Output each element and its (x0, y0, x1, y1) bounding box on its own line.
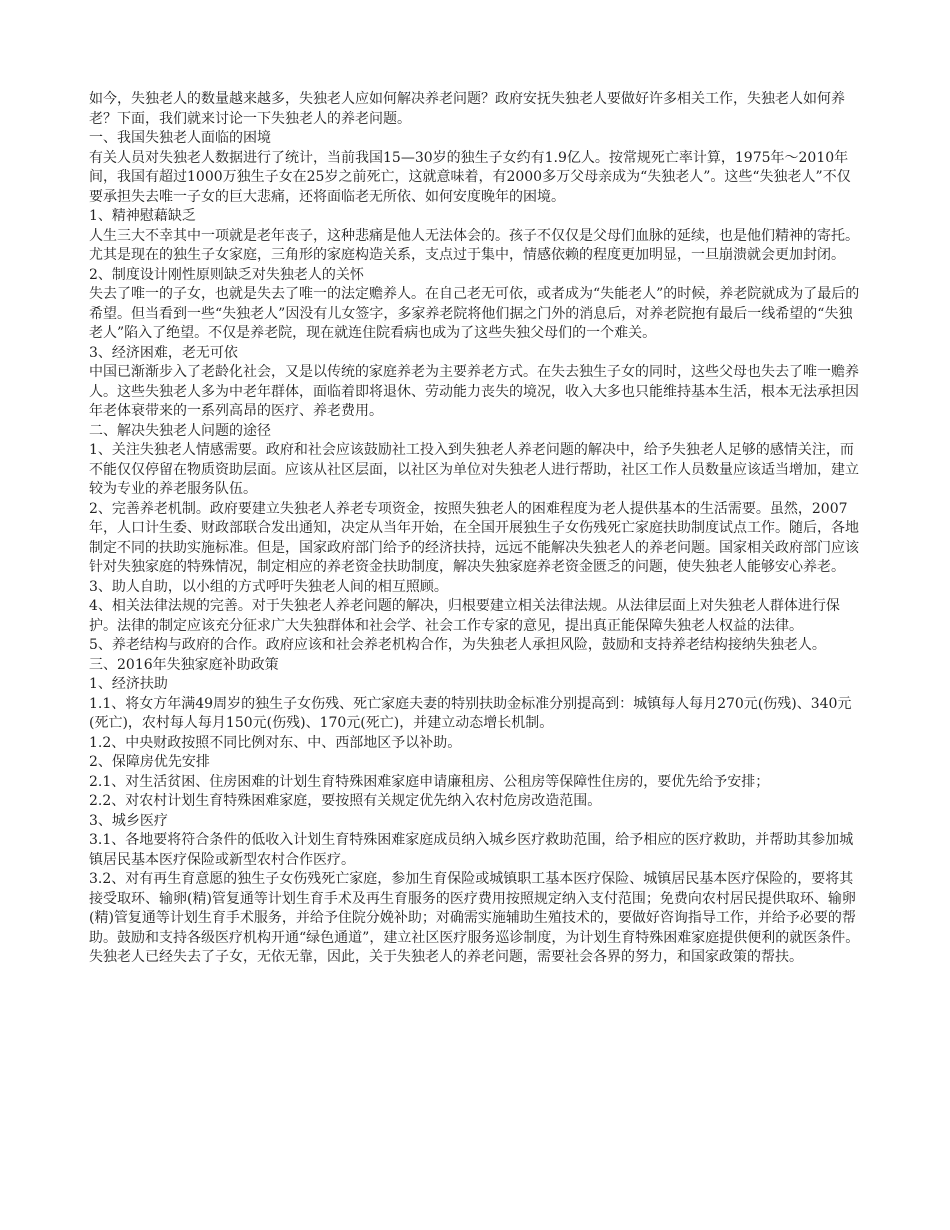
subheading: 2、制度设计刚性原则缺乏对失独老人的关怀 (89, 266, 364, 283)
subheading: 1、精神慰藉缺乏 (89, 208, 196, 224)
paragraph: 5、养老结构与政府的合作。政府应该和社会养老机构合作，为失独老人承担风险，鼓励和支持养老结构接纳失独老人。 (89, 637, 826, 653)
paragraph: 1.2、中央财政按照不同比例对东、中、西部地区予以补助。 (89, 734, 462, 751)
paragraph: 3、助人自助，以小组的方式呼吁失独老人间的相互照顾。 (89, 578, 448, 595)
paragraph: 3.2、对有再生育意愿的独生子女伤残死亡家庭，参加生育保险或城镇职工基本医疗保险、城镇居民基本医疗保险的，要将其接受取环、输卵(精)管复通等计划生育手术及再生育服务的医疗费用按照规定纳入支付范围；免费向农村居民提供取环、输卵(精)管复通等计划生育手术服务，并给予住院分娩补助；对确需实施辅助生殖技术的，要做好咨询指导工作，并给予必要的帮助。鼓励和支持各级医疗机构开通“绿色通道”，建立社区医疗服务巡诊制度，为计划生育特殊困难家庭提供便利的就医条件。 (89, 871, 860, 946)
section-heading-1: 一、我国失独老人面临的困境 (89, 130, 271, 146)
article-body (89, 90, 863, 968)
paragraph: 人生三大不幸其中一项就是老年丧子，这种悲痛是他人无法体会的。孩子不仅仅是父母们血脉的延续，也是他们精神的寄托。尤其是现在的独生子女家庭，三角形的家庭构造关系，支点过于集中，情感依赖的程度更加明显，一旦崩溃就会更加封闭。 (89, 227, 859, 263)
section-heading-2: 二、解决失独老人问题的途径 (89, 422, 271, 439)
paragraph: 1、关注失独老人情感需要。政府和社会应该鼓励社工投入到失独老人养老问题的解决中，给予失独老人足够的感情关注，而不能仅仅停留在物质资助层面。应该从社区层面，以社区为单位对失独老人进行帮助，社区工作人员数量应该适当增加，建立较为专业的养老服务队伍。 (89, 442, 859, 497)
paragraph: 1.1、将女方年满49周岁的独生子女伤残、死亡家庭夫妻的特别扶助金标准分别提高到：城镇每人每月270元(伤残)、340元(死亡)，农村每人每月150元(伤残)、170元(死亡)，并建立动态增长机制。 (89, 695, 852, 731)
paragraph: 2.1、对生活贫困、住房困难的计划生育特殊困难家庭申请廉租房、公租房等保障性住房的，要优先给予安排； (89, 773, 770, 790)
section-heading-3: 三、2016年失独家庭补助政策 (89, 656, 279, 673)
subheading: 3、经济困难，老无可依 (89, 344, 238, 361)
paragraph: 3.1、各地要将符合条件的低收入计划生育特殊困难家庭成员纳入城乡医疗救助范围，给予相应的医疗救助，并帮助其参加城镇居民基本医疗保险或新型农村合作医疗。 (89, 832, 854, 868)
subheading: 3、城乡医疗 (89, 812, 168, 829)
paragraph: 2.2、对农村计划生育特殊困难家庭，要按照有关规定优先纳入农村危房改造范围。 (89, 793, 602, 809)
paragraph: 中国已渐渐步入了老龄化社会，又是以传统的家庭养老为主要养老方式。在失去独生子女的同时，这些父母也失去了唯一赡养人。这些失独老人多为中老年群体，面临着即将退休、劳动能力丧失的境况，收入大多也只能维持基本生活，根本无法承担因年老体衰带来的一系列高昂的医疗、养老费用。 (89, 364, 859, 419)
intro-paragraph: 如今，失独老人的数量越来越多，失独老人应如何解决养老问题？政府安抚失独老人要做好许多相关工作，失独老人如何养老？下面，我们就来讨论一下失独老人的养老问题。 (89, 91, 845, 127)
subheading: 1、经济扶助 (89, 676, 168, 692)
conclusion-paragraph: 失独老人已经失去了子女，无依无靠，因此，关于失独老人的养老问题，需要社会各界的努力，和国家政策的帮扶。 (89, 949, 803, 965)
paragraph: 有关人员对失独老人数据进行了统计，当前我国15—30岁的独生子女约有1.9亿人。按常规死亡率计算，1975年～2010年间，我国有超过1000万独生子女在25岁之前死亡，这就意味着，有2000多万父母亲成为“失独老人”。这些“失独老人”不仅要承担失去唯一子女的巨大悲痛，还将面临老无所依、如何安度晚年的困境。 (89, 149, 851, 205)
paragraph: 2、完善养老机制。政府要建立失独老人养老专项资金，按照失独老人的困难程度为老人提供基本的生活需要。虽然，2007年，人口计生委、财政部联合发出通知，决定从当年开始，在全国开展独生子女伤残死亡家庭扶助制度试点工作。随后，各地制定不同的扶助实施标准。但是，国家政府部门给予的经济扶持，远远不能解决失独老人的养老问题。国家相关政府部门应该针对失独家庭的特殊情况，制定相应的养老资金扶助制度，解决失独家庭养老资金匮乏的问题，使失独老人能够安心养老。 (89, 500, 859, 575)
subheading: 2、保障房优先安排 (89, 754, 210, 770)
paragraph: 4、相关法律法规的完善。对于失独老人养老问题的解决，归根要建立相关法律法规。从法律层面上对失独老人群体进行保护。法律的制定应该充分征求广大失独群体和社会学、社会工作专家的意见，提出真正能保障失独老人权益的法律。 (89, 598, 840, 634)
paragraph: 失去了唯一的子女，也就是失去了唯一的法定赡养人。在自己老无可依，或者成为“失能老人”的时候，养老院就成为了最后的希望。但当看到一些“失独老人”因没有儿女签字，多家养老院将他们据之门外的消息后，对养老院抱有最后一线希望的“失独老人”陷入了绝望。不仅是养老院，现在就连住院看病也成为了这些失独父母们的一个难关。 (89, 286, 860, 341)
